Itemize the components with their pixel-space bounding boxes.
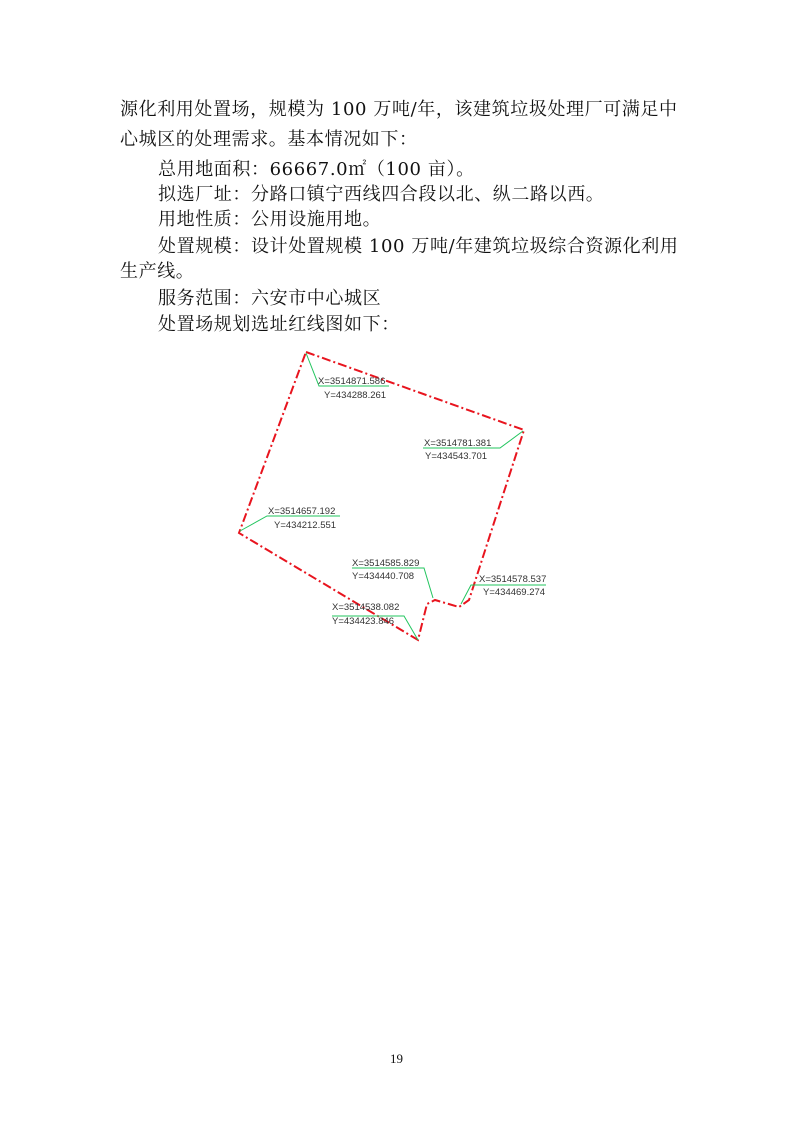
site-location-item: 拟选厂址：分路口镇宁西线四合段以北、纵二路以西。 bbox=[158, 184, 605, 205]
coord-label-2-x: X=3514781.381 bbox=[424, 438, 492, 449]
coord-label-4-x: X=3514585.829 bbox=[352, 558, 420, 569]
map-caption: 处置场规划选址红线图如下： bbox=[158, 314, 400, 335]
page-number: 19 bbox=[390, 1051, 403, 1066]
coord-label-3-y: Y=434212.551 bbox=[274, 520, 337, 531]
service-area-item: 服务范围：六安市中心城区 bbox=[158, 288, 382, 309]
total-area-item: 总用地面积：66667.0㎡（100 亩）。 bbox=[158, 159, 475, 180]
coord-label-2-y: Y=434543.701 bbox=[425, 451, 488, 462]
land-use-item: 用地性质：公用设施用地。 bbox=[158, 209, 382, 230]
coord-label-5-y: Y=434469.274 bbox=[483, 587, 546, 598]
coord-label-6-x: X=3514538.082 bbox=[332, 602, 400, 613]
coord-label-6-y: Y=434423.846 bbox=[332, 616, 395, 627]
capacity-item-line-1: 处置规模：设计处置规模 100 万吨/年建筑垃圾综合资源化利用 bbox=[158, 236, 679, 257]
coord-label-1-x: X=3514871.586 bbox=[318, 376, 386, 387]
site-redline-map bbox=[230, 342, 560, 652]
coord-label-5-x: X=3514578.537 bbox=[479, 574, 547, 585]
coord-label-1-y: Y=434288.261 bbox=[324, 390, 387, 401]
coord-label-3-x: X=3514657.192 bbox=[268, 506, 336, 517]
paragraph-line-1: 源化利用处置场，规模为 100 万吨/年，该建筑垃圾处理厂可满足中 bbox=[120, 99, 678, 120]
paragraph-line-2: 心城区的处理需求。基本情况如下： bbox=[120, 129, 418, 150]
capacity-item-line-2: 生产线。 bbox=[120, 261, 195, 282]
coord-label-4-y: Y=434440.708 bbox=[352, 571, 415, 582]
